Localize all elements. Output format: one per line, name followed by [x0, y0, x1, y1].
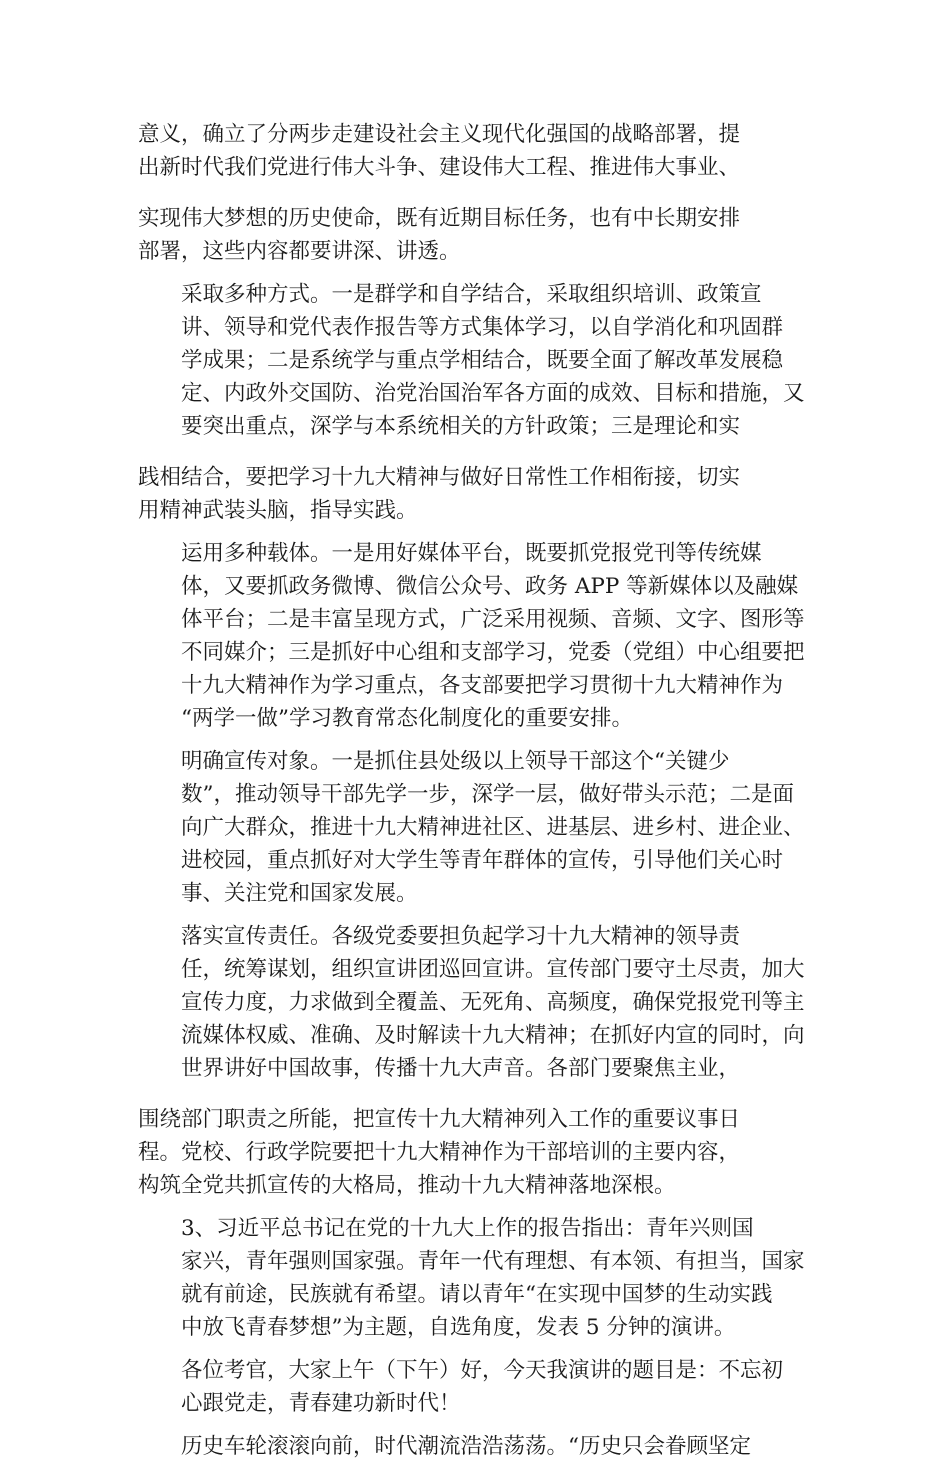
text-line: 出新时代我们党进行伟大斗争、建设伟大工程、推进伟大事业、 — [138, 155, 741, 180]
paragraph — [138, 202, 810, 268]
text-line: 3、习近平总书记在党的十九大上作的报告指出：青年兴则国 — [181, 1216, 754, 1241]
paragraph — [138, 278, 810, 443]
text-line: 体，又要抓政务微博、微信公众号、政务 APP 等新媒体以及融媒 — [181, 574, 799, 599]
text-line: 落实宣传责任。各级党委要担负起学习十九大精神的领导责 — [181, 924, 741, 949]
text-line: 围绕部门职责之所能，把宣传十九大精神列入工作的重要议事日 — [138, 1107, 741, 1132]
text-line: 讲、领导和党代表作报告等方式集体学习，以自学消化和巩固群 — [181, 315, 784, 340]
text-line: 任，统筹谋划，组织宣讲团巡回宣讲。宣传部门要守土尽责，加大 — [181, 957, 805, 982]
text-line: 不同媒介；三是抓好中心组和支部学习，党委（党组）中心组要把 — [181, 640, 805, 665]
text-line: 用精神武装头脑，指导实践。 — [138, 498, 418, 523]
text-line: 心跟党走，青春建功新时代！ — [181, 1391, 461, 1416]
text-line: 实现伟大梦想的历史使命，既有近期目标任务，也有中长期安排 — [138, 206, 741, 231]
text-line: 十九大精神作为学习重点，各支部要把学习贯彻十九大精神作为 — [181, 673, 784, 698]
paragraph — [138, 1430, 810, 1463]
text-line: 宣传力度，力求做到全覆盖、无死角、高频度，确保党报党刊等主 — [181, 990, 805, 1015]
paragraph — [138, 920, 810, 1085]
paragraph — [138, 1212, 810, 1344]
paragraph — [138, 537, 810, 735]
paragraph — [138, 1354, 810, 1420]
text-line: 世界讲好中国故事，传播十九大声音。各部门要聚焦主业， — [181, 1056, 741, 1081]
paragraph — [138, 1103, 810, 1202]
text-line: 采取多种方式。一是群学和自学结合，采取组织培训、政策宣 — [181, 282, 762, 307]
paragraph — [138, 461, 810, 527]
text-line: 体平台；二是丰富呈现方式，广泛采用视频、音频、文字、图形等 — [181, 607, 805, 632]
text-line: 构筑全党共抓宣传的大格局，推动十九大精神落地深根。 — [138, 1173, 676, 1198]
text-line: 意义，确立了分两步走建设社会主义现代化强国的战略部署，提 — [138, 122, 741, 147]
paragraph — [138, 118, 810, 184]
text-line: 明确宣传对象。一是抓住县处级以上领导干部这个“关键少 — [181, 749, 730, 774]
text-line: 践相结合，要把学习十九大精神与做好日常性工作相衔接，切实 — [138, 465, 741, 490]
text-line: 各位考官，大家上午（下午）好，今天我演讲的题目是：不忘初 — [181, 1358, 784, 1383]
text-line: 数”，推动领导干部先学一步，深学一层，做好带头示范；二是面 — [181, 782, 794, 807]
text-line: 事、关注党和国家发展。 — [181, 881, 418, 906]
text-line: 就有前途，民族就有希望。请以青年“在实现中国梦的生动实践 — [181, 1282, 773, 1307]
text-line: 学成果；二是系统学与重点学相结合，既要全面了解改革发展稳 — [181, 348, 784, 373]
document-body — [138, 118, 810, 1473]
paragraph — [138, 745, 810, 910]
text-line: “两学一做”学习教育常态化制度化的重要安排。 — [181, 706, 633, 731]
text-line: 定、内政外交国防、治党治国治军各方面的成效、目标和措施，又 — [181, 381, 805, 406]
text-line: 进校园，重点抓好对大学生等青年群体的宣传，引导他们关心时 — [181, 848, 784, 873]
text-line: 历史车轮滚滚向前，时代潮流浩浩荡荡。“历史只会眷顾坚定 — [181, 1434, 751, 1459]
text-line: 部署，这些内容都要讲深、讲透。 — [138, 239, 461, 264]
text-line: 向广大群众，推进十九大精神进社区、进基层、进乡村、进企业、 — [181, 815, 805, 840]
text-line: 流媒体权威、准确、及时解读十九大精神；在抓好内宣的同时，向 — [181, 1023, 805, 1048]
text-line: 要突出重点，深学与本系统相关的方针政策；三是理论和实 — [181, 414, 741, 439]
text-line: 中放飞青春梦想”为主题，自选角度，发表 5 分钟的演讲。 — [181, 1315, 736, 1340]
text-line: 家兴，青年强则国家强。青年一代有理想、有本领、有担当，国家 — [181, 1249, 805, 1274]
text-line: 程。党校、行政学院要把十九大精神作为干部培训的主要内容， — [138, 1140, 741, 1165]
text-line: 运用多种载体。一是用好媒体平台，既要抓党报党刊等传统媒 — [181, 541, 762, 566]
